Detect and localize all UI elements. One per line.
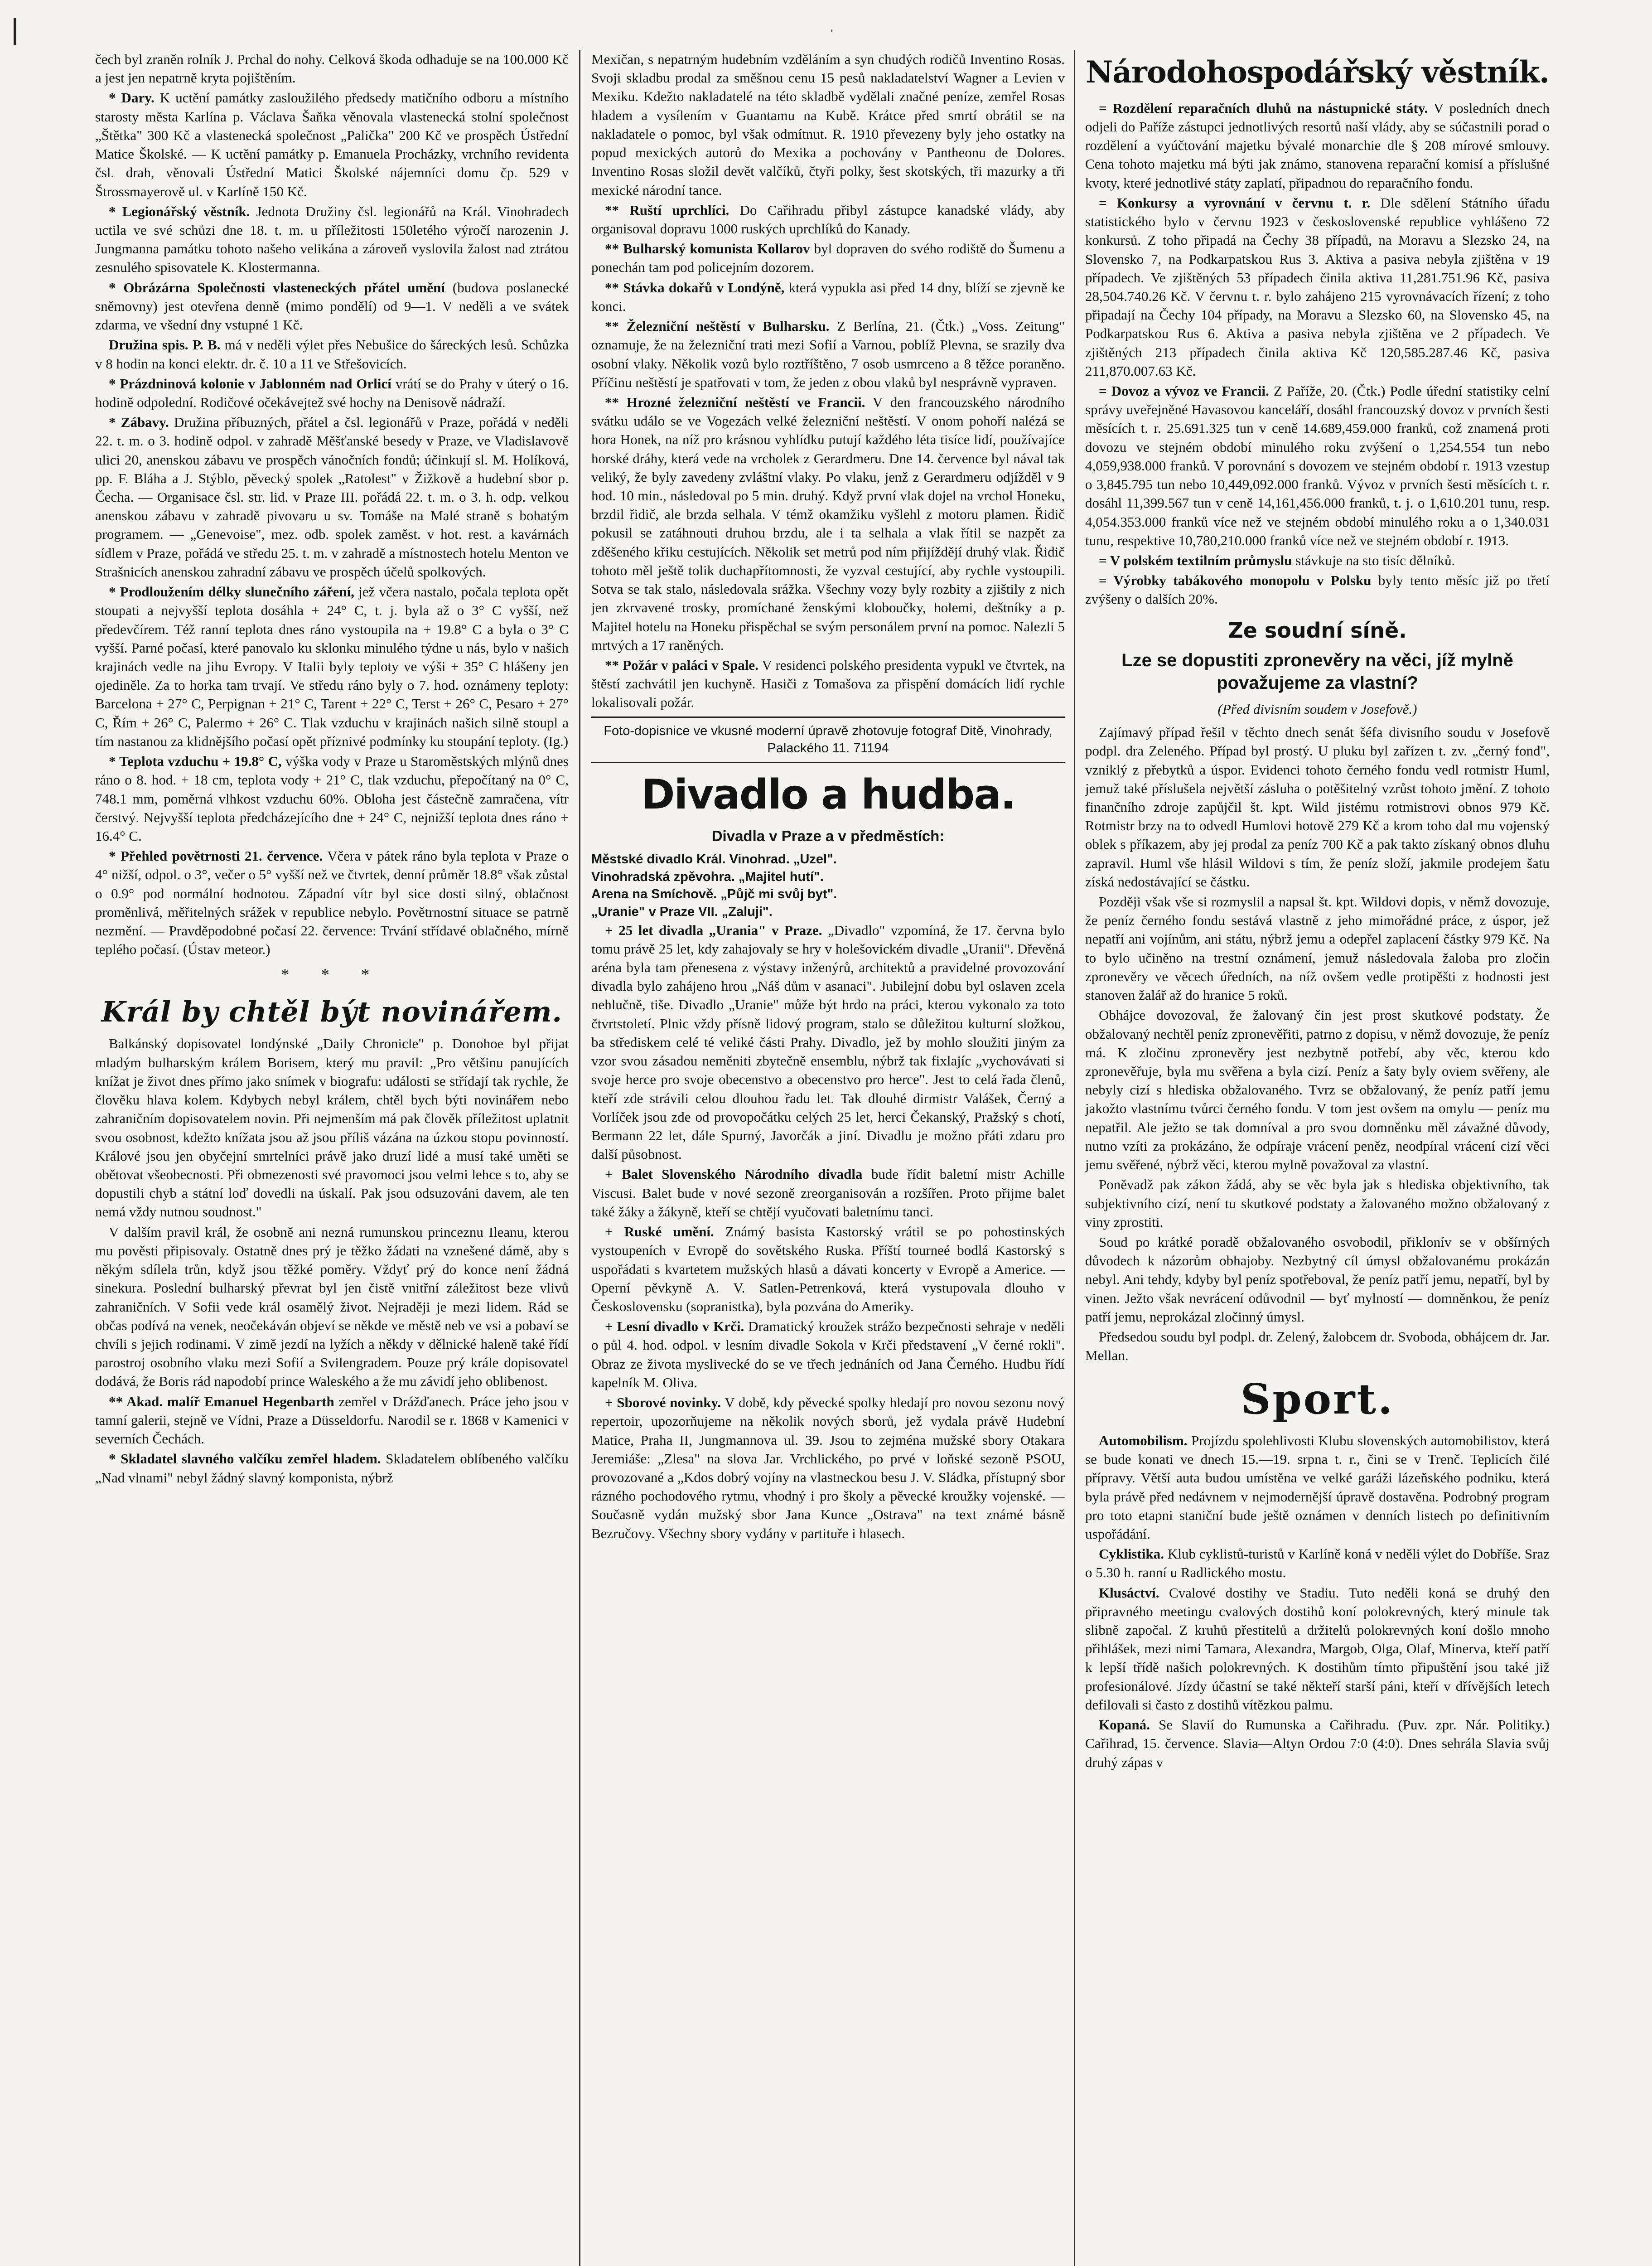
paragraph-body: Z Paříže, 20. (Čtk.) Podle úřední statistiky celní správy uveřejněné Havasovou kanceláří, dosáhl francouzský dovoz v prvních šesti měsících t. r. 25.691.325 tun v ceně 14.689,459.000 franků, což znamená proti dovozu ve stejném období minulého roku zvýšení o 1,254.554 tun nebo 4,059,938.000 franků. V porovnání s dovozem ve stejném období r. 1913 vzestup o 3,845.795 tun nebo 10,449,092.000 franků. Vývoz v prvních šesti měsících t. r. dosáhl 11,399.567 tun v ceně 14,161,456.000 franků, t. j. o 1,610.201 tunu, resp. 4,054.353.000 franků více než ve stejném období minulého roku a o 1,340.031 tunu, respektive 10,780,210.000 franků více než ve stejném období r. 1913. xyxy=(1085,383,1550,548)
paragraph xyxy=(591,393,1065,654)
paragraph-body: Dle sdělení Státního úřadu statistického bylo v červnu 1923 v československé republice vyhlášeno 72 konkursů. Z toho připadá na Čechy 38 případů, na Moravu a Slezsko 24, na Slovensko 7, na Podkarpatskou Rus 3. Aktiva a pasiva nebyla zjištěna v 19 případech. Ve zjištěných 53 případech činila aktiva 11,281.751.96 Kč, pasiva 28,504.740.26 Kč. V červnu t. r. bylo zahájeno 215 vyrovnávacích řízení; z toho připadají na Čechy 104 případy, na Moravu a Slezsko 60, na Slovensko 45, na Podkarpatskou Rus 6. Aktiva a pasiva nebyla zjištěna ve 2 případech. Ve zjištěných 213 případech činila aktiva Kč 120,585.287.46 Kč, pasiva 211,870.007.63 Kč. xyxy=(1085,194,1550,379)
paragraph xyxy=(591,278,1065,315)
paragraph: V dalším pravil král, že osobně ani nezná rumunskou princeznu Ileanu, kterou mu pověsti připisovaly. Ostatně dnes prý je těžko žádati na vznešené dámě, aby s někým sdílela trůn, když jsou těžké poměry. Vždyť prý do konce není žádná sinekura. Poslední bulharský převrat byl jen čistě vnitřní záležitost beze vlivů zahraničních. V Sofii vede král osamělý život. Nejraději je mezi lidem. Rád se občas podívá na venek, neočekáván objeví se někde ve městě neb ve vsi a pobaví se chvíli s jejich rodinami. V zimě jezdí na lyžích a někdy v dělnické haleně také řídí parostroj osobního vlaku mezi Sofií a Svilengradem. Pouze prý krále dopisovatel dodává, že Boris rád napodobí prince Waleského a že mu závidí jeho oblibenost. xyxy=(95,1224,569,1390)
paragraph-body: Se Slavií do Rumunska a Cařihradu. (Puv. zpr. Nár. Politiky.) Cařihrad, 15. července. Slavia—Altyn Ordou 7:0 (4:0). Dnes sehrála Slavia svůj druhý zápas v xyxy=(1085,1717,1550,1770)
paragraph xyxy=(95,847,569,959)
paragraph xyxy=(591,1317,1065,1392)
paragraph-body: Skladatelem oblíbeného valčíku „Nad vlnami" nebyl žádný slavný komponista, nýbrž xyxy=(95,1451,569,1486)
paragraph xyxy=(591,656,1065,712)
paragraph-body: byly tento měsíc již po třetí zvýšeny o dalších 20%. xyxy=(1085,572,1550,607)
paragraph-body: V posledních dnech odjeli do Paříže zástupci jednotlivých resortů naší vlády, aby se súčastnili porad o rozdělení a vyúčtování majetku bývalé monarchie dle § 208 mírové smlouvy. Cena tohoto majetku má býti jak známo, stanovena reparační komisí a příslušné kvoty, které jednotlivé státy zaplatí, připadnou do reparačního fondu. xyxy=(1085,100,1550,191)
paragraph xyxy=(591,1165,1065,1221)
program-item: Vinohradská zpěvohra. „Majitel hutí". xyxy=(591,869,824,884)
paragraph-body: Cvalové dostihy ve Stadiu. Tuto neděli koná se druhý den připravného meetingu cvalových dostihů koní polokrevných, který minule tak slibně započal. Z kruhů přestitelů a držitelů polokrevných koní došlo mnoho přihlášek, mezi nimi Tamara, Alexandra, Margob, Olga, Olaf, Minerva, kteří patří k lepší třídě našich polokrevných. K dostihům tímto připuštění jsou také již profesionálové. Jízdy účastní se také někteří starší páni, kteří v dřívějších letech defilovali si často z dostihů vítězkou palmu. xyxy=(1085,1584,1550,1713)
paragraph xyxy=(591,921,1065,1164)
section-title: Sport. xyxy=(1240,1374,1395,1424)
paragraph xyxy=(1085,194,1550,380)
section-rule xyxy=(591,717,1065,718)
paragraph-body: V den francouzského národního svátku událo se ve Vogezách velké železniční neštěstí. V onom pohoří nalézá se hora Honek, na níž pro krásnou vyhlídku putují každého léta tisíce lidí, používajíce horské dráhy, která vede na vrcholek z Gerardmeru. Dne 14. července byl nával tak veliký, že byly zavedeny zvláštní vlaky. Po vlaku, jenž z Gerardmeru odjížděl v 9 hod. 10 min., následoval po 5 min. druhý. Když první vlak dojel na vrchol Honeku, brzdil řidič, ale brzda selhala. V témž okamžiku vyšlehl z motoru plamen. Řidič pokusil se zatáhnouti druhou brzdu, ale i ta selhala a vlak řítil se nazpět za zděšeného křiku cestujících. Několik set metrů pod ním přijíždějí druhý vlak. Řidič tohoto měl ještě tolik duchapřítomnosti, že vyzval cestující, aby rychle vystoupili. Sotva se tak stalo, následovala srážka. Všechny vozy byly rozbity a zjištily z nich jen zkrvavené trosky, promíchané ženskými kloboučky, holemi, deštníky a p. Majitel hotelu na Honeku přispěchal se svým personálem první na pomoc. Nalezli 5 mrtvých a 17 raněných. xyxy=(591,394,1065,653)
paragraph xyxy=(591,317,1065,392)
paragraph-body: (budova poslanecké sněmovny) jest otevřena denně (mimo pondělí) od 9—1. V neděli a ve svátek zdarma, ve všední dny vstupné 1 Kč. xyxy=(95,279,569,333)
paragraph-body: stávkuje na sto tisíc dělníků. xyxy=(1292,552,1455,569)
paragraph-body: V době, kdy pěvecké spolky hledají pro novou sezonu nový repertoir, upozorňujeme na několik nových sborů, jež vydala právě Hudební Matice, Praha II, Jungmannova ul. 39. Jsou to zejména mužské sbory Otakara Jeremiáše: „Zlesa" na slova Jar. Vrchlického, po prvé v loňské sezoně PSOU, provozované a „Kdos dobrý vojíny na vlastneckou besu J. V. Sládka, přístupný sbor rázného pochodového rytmu, vhodný i pro školy a pěvecké kroužky vojenské. — Současně vydán mužský sbor Jana Kunce „Ostrava" na text známé básně Bezručovy. Všechny sbory vydány v partituře i hlasech. xyxy=(591,1394,1065,1541)
paragraph-body: má v neděli výlet přes Nebušice do šáreckých lesů. Schůzka v 8 hodin na konci elektr. dr. č. 10 a 11 ve Střešovicích. xyxy=(95,337,569,372)
paragraph-lead: * Legionářský věstník. xyxy=(109,203,250,219)
paragraph-lead: ** Stávka dokařů v Londýně, xyxy=(605,279,785,295)
paragraph-lead: Automobilism. xyxy=(1099,1432,1188,1448)
paragraph: Soud po krátké poradě obžalovaného osvobodil, přiklonív se v obšírných důvodech k názorům obhajoby. Nezbytný cíl úmysl obžalovanému prokázán nebyl. Ani tehdy, kdyby byl peníz spotřeboval, že peníz patří jemu, nepatří, byl by vinen. Ježto však nevrácení odůvodnil — byť mylností — domněnkou, že peníz patří jemu, neprokázal zločinný úmysl. xyxy=(1085,1234,1550,1325)
paragraph-lead: * Zábavy. xyxy=(109,414,169,431)
paragraph-body: bude řídit baletní mistr Achille Viscusi. Balet bude v nové sezoně zreorganisován a rozšířen. Proto přijme balet také žáky a žákyně, kteří se chtějí vyučovati baletnímu tanci. xyxy=(591,1166,1065,1220)
paragraph-lead: * Obrázárna Společnosti vlasteneckých přátel umění xyxy=(109,279,445,295)
paragraph xyxy=(1085,1545,1550,1582)
paragraph xyxy=(95,1392,569,1448)
paragraph-lead: * Prodloužením délky slunečního záření, xyxy=(109,584,354,600)
paragraph-lead: Klusáctví. xyxy=(1099,1584,1159,1601)
paragraph-body: byl dopraven do svého rodiště do Šumenu a ponechán tam pod policejním dozorem. xyxy=(591,241,1065,276)
paragraph-body: K uctění památky zasloužilého předsedy matičního odboru a místního starosty města Karlína p. Václava Šaňka věnovala vlastenecká stolní společnost „Štětka" 300 Kč a vlastenecká společnost „Palička" 200 Kč ve prospěch Ústřední Matice Školské. — K uctění památky p. Emanuela Procházky, vrchního revidenta čsl. drah, věnovali Ústřední Matici Školské nájemníci domu čp. 529 v Štrossmayerově ul. v Karlíně 150 Kč. xyxy=(95,90,569,199)
section-title: Ze soudní síně. xyxy=(1228,618,1407,643)
paragraph xyxy=(1085,382,1550,550)
paragraph: Zajímavý případ řešil v těchto dnech senát šéfa divisního soudu v Josefově podpl. dra Zeleného. Případ byl prostý. U pluku byl zařízen t. zv. „černý fond", vzniklý z přebytků a úspor. Evidenci tohoto černého fondu vedl rotmistr Huml, jemuž také příslušela největší zásluha o potěšitelný vzrůst tohoto jmění. Z tohoto finančního zdroje zapůjčil št. kpt. Wild jistému rotmistrovi obnos 979 Kč. Rotmistr brzy na to odvedl Humlovi hotově 279 Kč a krom toho dal mu vojenský oblek s příkazem, aby jej prodal za peníz 700 Kč a pak takto získaný obnos dluhu zapravil. Huml vše hlásil Wildovi s tím, že peníz složí, jakmile prodejem šatu získá nedostávající se částku. xyxy=(1085,724,1550,890)
paragraph xyxy=(95,752,569,845)
paragraph-body: Klub cyklistů-turistů v Karlíně koná v neděli výlet do Dobříše. Sraz o 5.30 h. ranní u Radlického mostu. xyxy=(1085,1546,1550,1581)
paragraph-lead: * Dary. xyxy=(109,90,155,106)
paragraph xyxy=(95,1449,569,1486)
section-rule xyxy=(591,762,1065,763)
paragraph-body: Projízdu spolehlivosti Klubu slovenských automobilistov, která se bude konati ve dnech 15.—19. srpna t. r., čini se v Trenč. Teplicích čilé přípravy. Větší auta budou umístěna ve velké garáži lázeňského podniku, která byla právě před nedávnem v nejmodernější úpravě dostavěna. Podrobný program pro toto etapni staniční bude ještě oznámen v denních listech po definitivním uspořádání. xyxy=(1085,1432,1550,1542)
column-middle xyxy=(591,50,1065,1544)
paragraph-lead: * Prázdninová kolonie v Jablonném nad Orlicí xyxy=(109,375,391,392)
paragraph-lead: + Balet Slovenského Národního divadla xyxy=(605,1166,863,1182)
paragraph-body: Z Berlína, 21. (Čtk.) „Voss. Zeitung" oznamuje, že na železniční trati mezi Sofií a Varnou, poblíž Plevna, se srazily dva osobní vlaky. Několik vozů bylo roztříštěno, 7 osob usmrceno a 8 těžce poraněno. Příčinu neštěstí je spatřovati v tom, že jeden z obou vlaků byl nesprávně vypraven. xyxy=(591,318,1065,390)
paragraph-lead: Družina spis. P. B. xyxy=(109,337,221,353)
paragraph-lead: * Teplota vzduchu + 19.8° C, xyxy=(109,753,282,770)
paragraph-body: Známý basista Kastorský vrátil se po pohostinských vystoupeních v Evropě do sovětského Ruska. Příští tourneé bodlá Kastorský s uspořádati s kvartetem mužských hlasů a dávati koncerty v Evropě a Americe. — Operní pěvkyně A. V. Satlen-Petrenková, která vystupovala dlouho v Československu (sopranistka), byla pozvána do Ameriky. xyxy=(591,1224,1065,1314)
paragraph-body: V residenci polského presidenta vypukl ve čtvrtek, na štěstí zachvátil jen kuchyně. Hasiči z Tomašova za přispění domácích lidí rychle lokalisovali požár. xyxy=(591,657,1065,711)
paragraph-body: zemřel v Drážďanech. Práce jeho jsou v tamní galerii, stejně ve Vídni, Praze a Düsseldorfu. Narodil se r. 1868 v Kamenici v severních Čechách. xyxy=(95,1393,569,1447)
section-divider: * * * xyxy=(280,965,383,984)
column-right xyxy=(1085,50,1550,1773)
program-item: Městské divadlo Král. Vinohrad. „Uzel". xyxy=(591,852,837,867)
paragraph-body: Do Cařihradu přibyl zástupce kanadské vlády, aby organisoval dopravu 1000 ruských uprchlíků do Kanady. xyxy=(591,202,1065,237)
paragraph: Předsedou soudu byl podpl. dr. Zelený, žalobcem dr. Svoboda, obhájcem dr. Jar. Mellan. xyxy=(1085,1329,1550,1364)
paragraph-lead: = Konkursy a vyrovnání v červnu t. r. xyxy=(1099,194,1371,211)
paragraph xyxy=(1085,1431,1550,1543)
program-item: Arena na Smíchově. „Půjč mi svůj byt". xyxy=(591,887,837,902)
paragraph-body: Dramatický kroužek strážo bezpečnosti sehraje v neděli o půl 4. hod. odpol. v lesním divadle Sokola v Krči představení „V černé rokli". Obraz ze života myslivecké do se ve třech jednáních od Jana Černého. Hudbu řídí kapelník M. Oliva. xyxy=(591,1318,1065,1390)
column-rule xyxy=(1074,50,1075,2266)
paragraph-body: která vypukla asi před 14 dny, blíží se zjevně ke konci. xyxy=(591,279,1065,314)
ad-number: 71194 xyxy=(853,741,889,756)
paragraph xyxy=(1085,1583,1550,1714)
paragraph-body: Jednota Družiny čsl. legionářů na Král. Vinohradech uctila ve své schůzi dne 18. t. m. u příležitosti 150letého výročí narozenin J. Jungmanna památku tohoto našeho velikána a zároveň vyslovila žalost nad ztrátou zesnulého spisovatele K. Klostermanna. xyxy=(95,203,569,276)
column-rule xyxy=(579,50,580,2266)
paragraph xyxy=(95,202,569,277)
paragraph: Poněvadž pak zákon žádá, aby se věc byla jak s hlediska objektivního, tak subjektivního cizí, není tu skutkové podstaty a žalovaného možno obžalovaný z viny zprostiti. xyxy=(1085,1177,1550,1230)
paragraph-lead: ** Akad. malíř Emanuel Hegenbarth xyxy=(109,1393,334,1409)
paragraph xyxy=(1085,99,1550,192)
paragraph-lead: + Lesní divadlo v Krči. xyxy=(605,1318,744,1335)
article-subtitle: (Před divisním soudem v Josefově.) xyxy=(1217,701,1417,717)
paragraph: Mexičan, s nepatrným hudebním vzděláním a syn chudých rodičů Inventino Rosas. Svoji skladbu prodal za směšnou cenu 15 pesů nakladatelství Wagner a Levien v Mexiku. Kdežto nakladatelé na této skladbě vydělali značné peníze, zemřel Rosas hladem a vysílením v Guantamu na Kubě. Krátce před smrtí obrátil se na nakladatele o pomoc, byl však odmítnut. R. 1910 převezeny byly jeho ostatky na popud mexických autorů do Mexika a pochovány v Pantheonu de Dolores. Inventino Rosas složil devět valčíků, čtyři polky, šest skotských, tři mazurky a tři mexické národní tance. xyxy=(591,51,1065,198)
paragraph-lead: + 25 let divadla „Urania" v Praze. xyxy=(605,922,822,938)
paragraph: Obhájce dovozoval, že žalovaný čin jest prost skutkové podstaty. Že obžalovaný nechtěl peníz zpronevěřiti, patrno z dopisu, v němž dovozuje, že peníz má. K zločinu zpronevěry jest nezbytně potřebí, aby věc, kterou kdo zpronevěřuje, byla mu svěřena a byla cizí. Peníz a šaty byly oviem svěřeny, ale nebyly cizí s hlediska obžalovaného. Tvrz se obžalovaný, že peníz patří jemu jakožto vlastnímu tvůrci černého fondu. V tom jest ovšem na omylu — peníz mu nepatřil. Ale ježto se tak domníval a pro svou domněnku měl závažné důvody, nutno vzíti za prokázáno, že odpíraje vrácení peněz, neodpíral vrácení cizí věci jemu svěřené, nýbrž věci, kterou mylně považoval za vlastní. xyxy=(1085,1007,1550,1173)
paragraph-body: „Divadlo" vzpomíná, že 17. června bylo tomu právě 25 let, kdy zahajovaly se hry v holešovickém divadle „Uranii". Dřevěná aréna byla tam přenesena z výstavy inženýrů, architektů a pravidelné provozování divadla bylo zahájeno hrou „Náš dům v asanaci". Jubilejní dobu byl oslaven zcela nehlučně, tiše. Divadlo „Uranie" může být hrdo na práci, kterou vykonalo za toto čtvrtstoletí. Plnic vždy přísně lidový program, stalo se důležitou kulturní složkou, ba střediskem celé té veliké části Prahy. Divadlo, jež by mohlo sloužiti jiným za vzor svou zásadou neměniti zbytečně ensemblu, nýbrž tak fixlajíc „vychovávati si svoje herce pro svoje obecenstvo a obecenstvo pro herce". Jest to celá řada členů, kteří zde strávili celou dlouhou řadu let. Tak dlouhé dirmistr Valášek, Černý a Vorlíček jsou zde od provopočátku celých 25 let, herci Čekanský, Pražský s chotí, Bermann 22 let, dále Spurný, Javorčák a jiní. Divadlu je možno přáti zdaru pro další působnost. xyxy=(591,922,1065,1162)
paragraph-body: výška vody v Praze u Staroměstských mlýnů dnes ráno o 8. hod. + 18 cm, teplota vody + 21° C, tlak vzduchu, přepočítaný na 0° C, 748.1 mm, poměrná vlhkost vzduchu 60%. Obloha jest částečně zamračena, vítr čerstvý. Nejvyšší teplota předcházejícího dne + 24° C, nejnižší teplota dnes ráno + 16.4° C. xyxy=(95,753,569,844)
paragraph: čech byl zraněn rolník J. Prchal do nohy. Celková škoda odhaduje se na 100.000 Kč a jest jen nepatrně kryta pojištěním. xyxy=(95,51,569,86)
paragraph-lead: * Přehled povětrnosti 21. července. xyxy=(109,848,323,864)
paragraph xyxy=(95,582,569,750)
page-top-mark: ˌ xyxy=(829,14,835,32)
paragraph-body: Včera v pátek ráno byla teplota v Praze o 4° nižší, odpol. o 3°, večer o 5° vyšší než ve čtvrtek, denní průměr 18.8° však zůstal o 0.9° pod normální hodnotou. Západní vítr byl sice dosti silný, oblačnost proměnlivá, měřitelných srážek v republice nebylo. Povětrnostní situace se patrně nezmění. — Pravděpodobné počasí 22. července: Trvání střídavé oblačného, mírně teplého počasí. (Ústav meteor.) xyxy=(95,848,569,958)
paragraph xyxy=(95,335,569,373)
paragraph xyxy=(95,413,569,581)
paragraph-lead: ** Ruští uprchlíci. xyxy=(605,202,729,218)
paragraph xyxy=(95,88,569,200)
paragraph xyxy=(591,239,1065,276)
paragraph-lead: + Ruské umění. xyxy=(605,1224,714,1240)
section-subtitle: Divadla v Praze a v předměstích: xyxy=(711,828,945,845)
article-headline: Lze se dopustiti zpronevěry na věci, jíž mylně považujeme za vlastní? xyxy=(1121,650,1513,693)
newspaper-page xyxy=(95,50,1550,2266)
paragraph xyxy=(1085,551,1550,570)
paragraph: Později však vše si rozmyslil a napsal št. kpt. Wildovi dopis, v němž dovozuje, že peníz černého fondu sestává vlastně z jeho mimořádné práce, z úspor, jež nepatří ani vojínům, ani státu, nýbrž jemu a odepřel zaplacení částky 979 Kč. Na to bylo učiněno na trestní oznámení, jemuž následovala žaloba pro zločin zpronevěry ve věcech úředních, na níž ovšem vedle protipěšti z hodnosti jest stanoven žalář až do hranice 5 roků. xyxy=(1085,894,1550,1003)
paragraph-lead: = Dovoz a vývoz ve Francii. xyxy=(1099,383,1269,399)
paragraph-lead: = Výrobky tabákového monopolu v Polsku xyxy=(1099,572,1372,589)
paragraph-lead: ** Bulharský komunista Kollarov xyxy=(605,241,810,257)
paragraph xyxy=(591,201,1065,238)
paragraph-body: Družina příbuzných, přátel a čsl. legionářů v Praze, pořádá v neděli 22. t. m. o 3. hodině odpol. v zahradě Měšťanské besedy v Praze, ve Vladislavově ulici 20, anenskou zábavu ve prospěch vánočních fondů; účinkují sl. M. Holíková, pp. F. Bláha a J. Stýblo, pěvecký spolek „Ratolest" v Žižkově a hudební sbor p. Čecha. — Organisace čsl. str. lid. v Praze III. pořádá 22. t. m. o 3. h. odp. velkou anenskou zábavu v zahradě pivovaru u sv. Tomáše na Malé straně s bohatým programem. — „Genevoise", mez. odb. spolek zaměst. v hot. rest. a kavárnách sídlem v Praze, pořádá ve středu 25. t. m. v zahradě a místnostech hotelu Menton ve Strašnicích anenskou zahradní zábavu ve prospěch účelů spolkových. xyxy=(95,414,569,580)
section-title: Divadlo a hudba. xyxy=(641,770,1015,818)
paragraph-lead: = Rozdělení reparačních dluhů na nástupnické státy. xyxy=(1099,100,1428,116)
paragraph-lead: = V polském textilním průmyslu xyxy=(1099,552,1292,569)
section-title: Národohospodářský věstník. xyxy=(1085,54,1550,90)
paragraph-lead: Kopaná. xyxy=(1099,1717,1150,1733)
paragraph-lead: * Skladatel slavného valčíku zemřel hladem. xyxy=(109,1451,381,1467)
paragraph xyxy=(591,1222,1065,1316)
paragraph-lead: + Sborové novinky. xyxy=(605,1394,721,1411)
paragraph xyxy=(591,1393,1065,1543)
paragraph-body: jež včera nastalo, počala teplota opět stoupati a nejvyšší teplota dosáhla + 24° C, t. j. byla až o 3° C vyšší, než předevčírem. Též ranní teplota dnes ráno vystoupila na + 19.8° C a byla o 3° C vyšší. Parné počasí, které panovalo ku sklonku minulého týdne u nás, bylo v našich krajinách vedle na jihu Evropy. V Italii byly teploty ve výši + 35° C hlášeny jen ojediněle. Za to horka tam trvají. Ve středu ráno byly o 7. hod. oznámeny teploty: Barcelona + 27° C, Perpignan + 21° C, Tarent + 22° C, Terst + 26° C, Pesaro + 27° C, Řím + 26° C, Palermo + 26° C. Tlak vzduchu v krajinách našich silně stoupl a tím nastanou za klidnějšího počasí opět příznivé podmínky ku stoupání teploty. (Ig.) xyxy=(95,584,569,749)
column-left xyxy=(95,50,569,1488)
paragraph xyxy=(95,278,569,334)
paragraph-lead: ** Železniční neštěstí v Bulharsku. xyxy=(605,318,830,334)
paragraph-body: vrátí se do Prahy v úterý o 16. hodině odpolední. Rodičové očekávejtež své hochy na Denisově nádraží. xyxy=(95,375,569,410)
paragraph xyxy=(95,374,569,412)
article-headline: Král by chtěl být novinářem. xyxy=(101,995,563,1029)
ad-text: Foto-dopisnice ve vkusné moderní úpravě zhotovuje fotograf Ditě, Vinohrady, Palackého 11. xyxy=(604,723,1053,756)
paragraph xyxy=(1085,571,1550,608)
paragraph-lead: ** Požár v paláci v Spale. xyxy=(605,657,758,673)
paragraph-lead: Cyklistika. xyxy=(1099,1546,1164,1562)
paragraph-lead: ** Hrozné železniční neštěstí ve Francii. xyxy=(605,394,865,410)
paragraph xyxy=(1085,1715,1550,1772)
advertisement xyxy=(591,722,1065,757)
paragraph: Balkánský dopisovatel londýnské „Daily Chronicle" p. Donohoe byl přijat mladým bulharským králem Borisem, který mu pravil: „Pro většinu panujících knížat je život dnes přímo jako snímek v biografu: události se střídají tak rychle, že člověku hlava kolem. Kdybych nebyl králem, chtěl bych býti novinářem nebo zahraničním dopisovatelem novin. Při nejmenším má pak člověk příležitost uplatnit svou osobnost, kdežto knížata jsou až jsou příliš vázána na úzkou stopu povinností. Králové jsou jen obyčejní smrtelníci právě jako druzí lidé a musí také uměti se obětovat všeobecnosti. Při obmezenosti své pravomoci jsou velmi lehce s to, aby se dopustili chyb a státní loď dovedli na úskalí. Pak jsou odsuzováni davem, ale ten nemá vždy nutnou soudnost." xyxy=(95,1036,569,1220)
program-item: „Uranie" v Praze VII. „Zaluji". xyxy=(591,905,773,920)
page-edge-mark xyxy=(14,18,16,45)
